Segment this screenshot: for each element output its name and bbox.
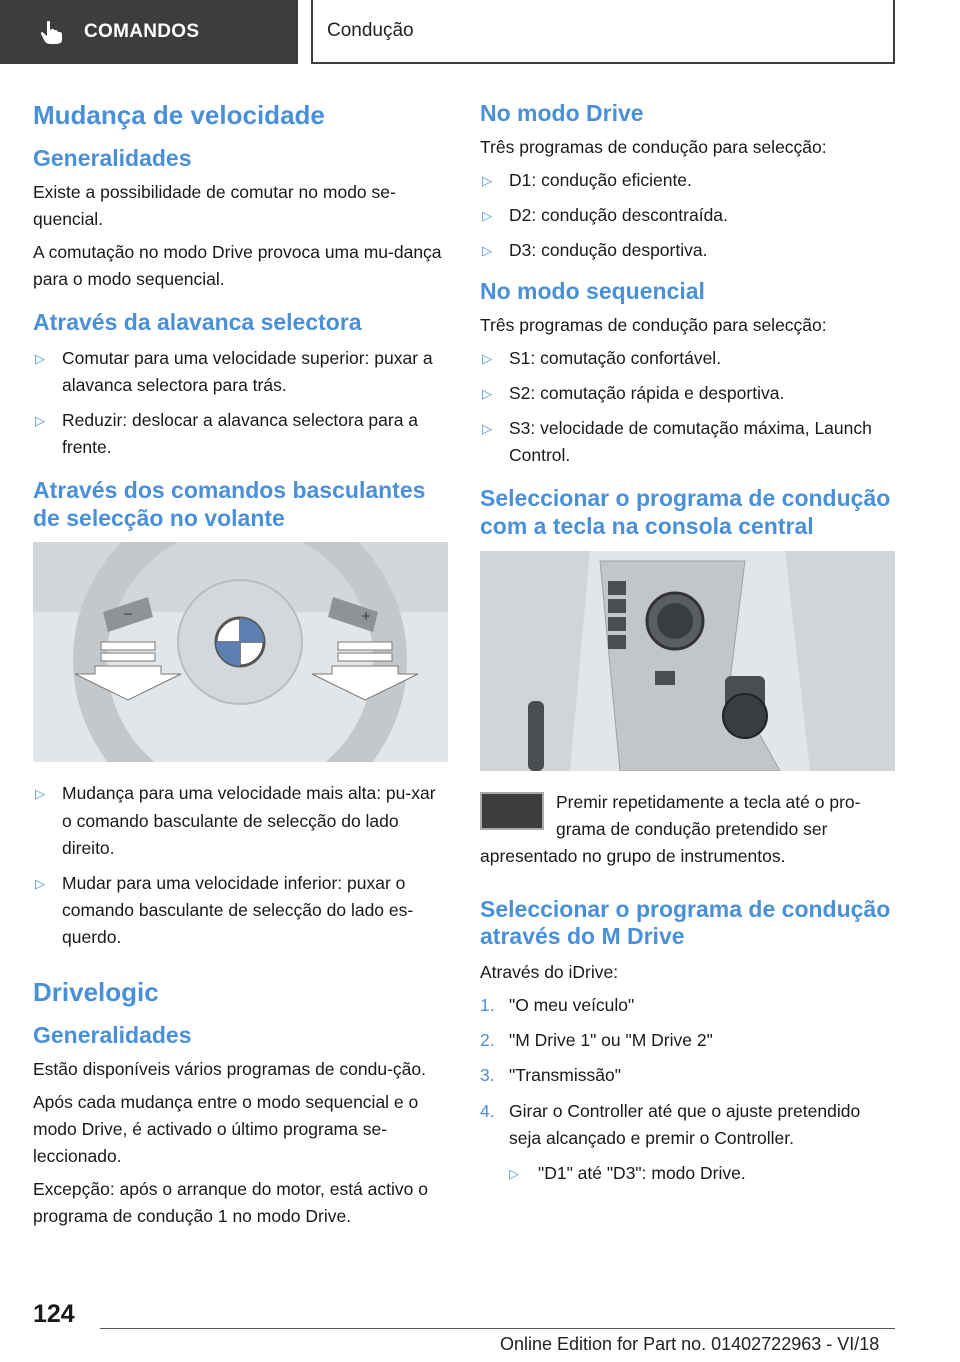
subsection-title: Seleccionar o programa de condução através do M Drive <box>480 895 891 950</box>
subsection-title: No modo sequencial <box>480 278 705 305</box>
paragraph: Três programas de condução para selecção: <box>480 136 827 157</box>
paragraph: Existe a possibilidade de comutar no modo se-quencial. <box>33 181 396 229</box>
center-console-image <box>480 551 895 771</box>
bullet-list <box>33 780 448 951</box>
list-item: ▷ Mudar para uma velocidade inferior: puxar o comando basculante de selecção do lado es-querdo. <box>33 870 448 951</box>
triangle-bullet-icon: ▷ <box>482 421 492 437</box>
subsection-title: Generalidades <box>33 1022 192 1049</box>
subsection-title: No modo Drive <box>480 100 644 126</box>
triangle-bullet-icon: ▷ <box>482 207 492 223</box>
numbered-list <box>480 992 895 1187</box>
section-title: Mudança de velocidade <box>33 100 325 130</box>
triangle-bullet-icon: ▷ <box>35 875 45 891</box>
page-number: 124 <box>33 1300 75 1328</box>
section-title: Drivelogic <box>33 977 159 1008</box>
paragraph: Premir repetidamente a tecla até o pro-grama de condução pretendido ser apresentado no grupo de instrumentos. <box>480 791 861 866</box>
triangle-bullet-icon: ▷ <box>35 350 45 366</box>
triangle-bullet-icon: ▷ <box>35 412 45 428</box>
section-label: COMANDOS <box>84 21 200 42</box>
paragraph: Estão disponíveis vários programas de condu-ção. <box>33 1058 426 1079</box>
edition-note: Online Edition for Part no. 01402722963 - VI/18 <box>500 1334 880 1354</box>
bullet-list <box>480 345 895 470</box>
svg-text:−: − <box>123 607 134 622</box>
steering-wheel-paddles-image <box>33 542 448 762</box>
list-item: 1. "O meu veículo" <box>480 995 635 1016</box>
list-item: ▷ D3: condução desportiva. <box>480 237 895 264</box>
list-item: ▷ Mudança para uma velocidade mais alta: pu-xar o comando basculante de selecção do lado direito. <box>33 780 448 861</box>
svg-text:+: + <box>361 609 372 624</box>
list-item: 2. "M Drive 1" ou "M Drive 2" <box>480 1030 713 1051</box>
paragraph: Através do iDrive: <box>480 962 619 983</box>
drive-mode-button-note <box>480 789 895 870</box>
list-item: 4. Girar o Controller até que o ajuste pretendido seja alcançado e premir o Controller. ▷ "D1" até "D3": modo Drive. <box>480 1098 895 1187</box>
right-column <box>480 100 895 1195</box>
list-item: ▷ "D1" até "D3": modo Drive. <box>509 1160 895 1187</box>
list-item: 3. "Transmissão" <box>480 1065 621 1086</box>
hand-pointer-icon <box>38 19 64 45</box>
left-column <box>33 100 448 1236</box>
bullet-list <box>480 167 895 264</box>
subsection-title: Generalidades <box>33 145 192 171</box>
subsection-title: Seleccionar o programa de condução com a tecla na consola central <box>480 485 891 539</box>
paragraph: A comutação no modo Drive provoca uma mu-dança para o modo sequencial. <box>33 241 442 289</box>
list-item: ▷ D2: condução descontraída. <box>480 202 895 229</box>
triangle-bullet-icon: ▷ <box>509 1165 519 1181</box>
triangle-bullet-icon: ▷ <box>482 385 492 401</box>
footer-divider <box>100 1328 895 1329</box>
paragraph: Três programas de condução para selecção: <box>480 314 827 335</box>
drive-mode-button-icon <box>480 792 544 830</box>
list-item: ▷ S3: velocidade de comutação máxima, Launch Control. <box>480 415 895 469</box>
triangle-bullet-icon: ▷ <box>482 242 492 258</box>
list-item: ▷ S2: comutação rápida e desportiva. <box>480 380 895 407</box>
bullet-list <box>509 1160 895 1187</box>
subsection-title: Através dos comandos basculantes de selecção no volante <box>33 477 426 531</box>
triangle-bullet-icon: ▷ <box>482 350 492 366</box>
triangle-bullet-icon: ▷ <box>35 786 45 802</box>
triangle-bullet-icon: ▷ <box>482 172 492 188</box>
chapter-box <box>311 0 895 64</box>
list-item: ▷ S1: comutação confortável. <box>480 345 895 372</box>
list-item: ▷ Reduzir: deslocar a alavanca selectora para a frente. <box>33 407 448 461</box>
list-item: ▷ Comutar para uma velocidade superior: puxar a alavanca selectora para trás. <box>33 345 448 399</box>
paragraph: Após cada mudança entre o modo sequencial e o modo Drive, é activado o último programa se-leccionado. <box>33 1091 419 1167</box>
subsection-title: Através da alavanca selectora <box>33 309 362 336</box>
list-item: ▷ D1: condução eficiente. <box>480 167 895 194</box>
chapter-label: Condução <box>327 20 414 41</box>
bullet-list <box>33 345 448 462</box>
section-tab <box>0 0 298 64</box>
paragraph: Excepção: após o arranque do motor, está activo o programa de condução 1 no modo Drive. <box>33 1179 428 1227</box>
